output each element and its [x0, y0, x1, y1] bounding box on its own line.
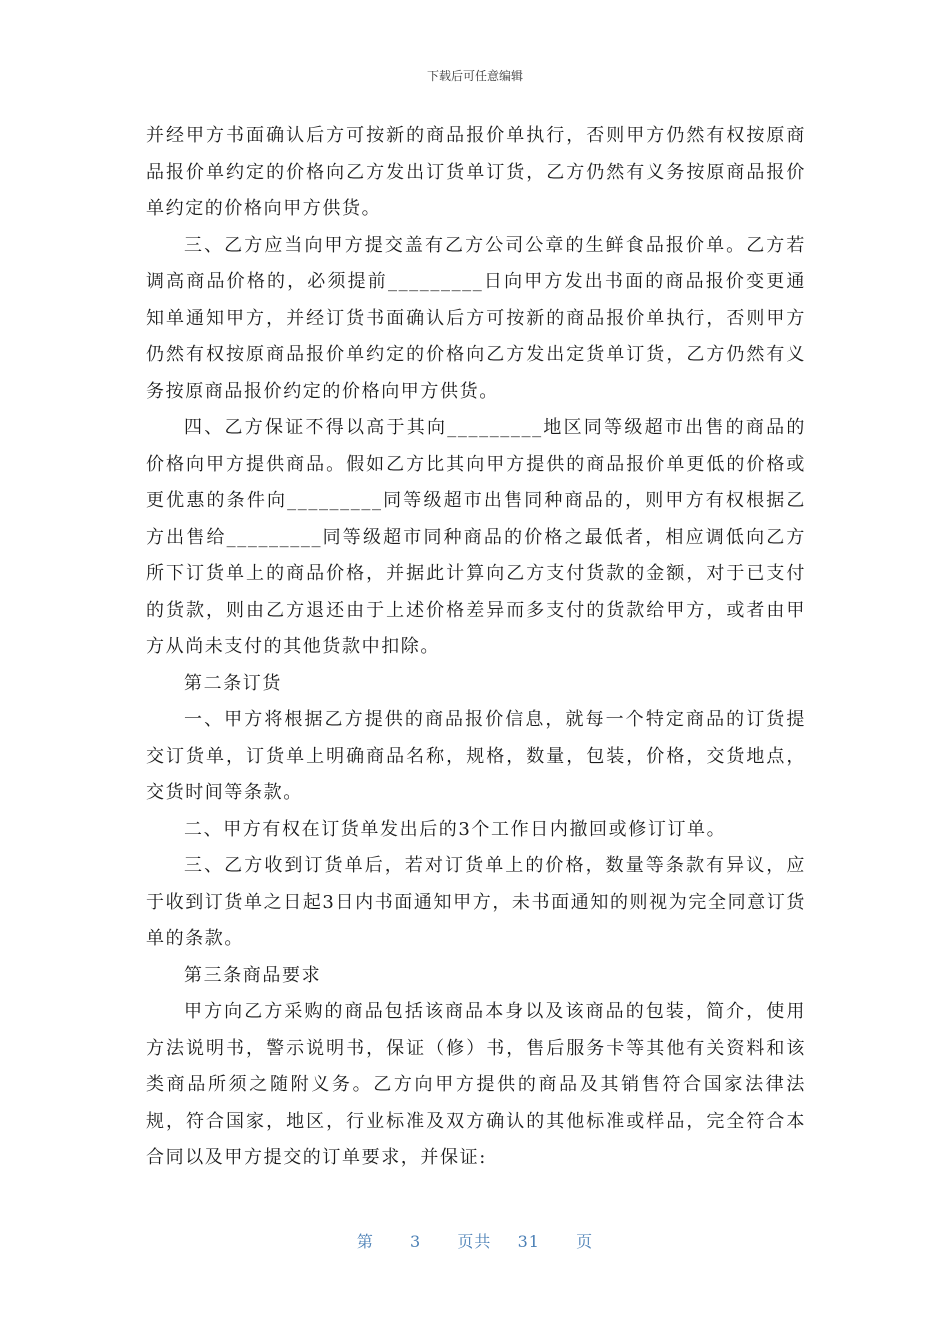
- page-footer: [0, 1229, 950, 1252]
- paragraph-2: 三、乙方应当向甲方提交盖有乙方公司公章的生鲜食品报价单。乙方若调高商品价格的，必须提前_________日向甲方发出书面的商品报价变更通知单通知甲方，并经订货书面确认后方可按新的商品报价单执行，否则甲方仍然有权按原商品报价单约定的价格向乙方发出定货单订货，乙方仍然有义务按原商品报价约定的价格向甲方供货。: [146, 234, 806, 402]
- paragraph-9: 甲方向乙方采购的商品包括该商品本身以及该商品的包装，简介，使用方法说明书，警示说明书，保证（修）书，售后服务卡等其他有关资料和该类商品所须之随附义务。乙方向甲方提供的商品及其销售符合国家法律法规，符合国家，地区，行业标准及双方确认的其他标准或样品，完全符合本合同以及甲方提交的订单要求，并保证:: [146, 1001, 806, 1168]
- paragraph-6: 二、甲方有权在订货单发出后的3个工作日内撤回或修订订单。: [184, 818, 727, 840]
- footer-suffix: 页: [576, 1232, 594, 1251]
- paragraph-5: 一、甲方将根据乙方提供的商品报价信息，就每一个特定商品的订货提交订货单，订货单上明确商品名称，规格，数量，包装，价格，交货地点，交货时间等条款。: [146, 709, 806, 803]
- paragraph-1: 并经甲方书面确认后方可按新的商品报价单执行，否则甲方仍然有权按原商品报价单约定的价格向乙方发出订货单订货，乙方仍然有义务按原商品报价单约定的价格向甲方供货。: [146, 125, 806, 219]
- page-header: 下载后可任意编辑: [426, 69, 523, 83]
- footer-page-number: 3: [410, 1232, 422, 1251]
- section-heading-ordering: 第二条订货: [184, 672, 282, 694]
- paragraph-7: 三、乙方收到订货单后，若对订货单上的价格，数量等条款有异议，应于收到订货单之日起3日内书面通知甲方，未书面通知的则视为完全同意订货单的条款。: [146, 855, 806, 949]
- paragraph-3: 四、乙方保证不得以高于其向_________地区同等级超市出售的商品的价格向甲方提供商品。假如乙方比其向甲方提供的商品报价单更低的价格或更优惠的条件向_________同等级超市出售同种商品的，则甲方有权根据乙方出售给_________同等级超市同种商品的价格之最低者，相应调低向乙方所下订货单上的商品价格，并据此计算向乙方支付货款的金额，对于已支付的货款，则由乙方退还由于上述价格差异而多支付的货款给甲方，或者由甲方从尚未支付的其他货款中扣除。: [146, 417, 806, 657]
- document-body: [146, 118, 806, 1177]
- section-heading-product-requirements: 第三条商品要求: [184, 964, 322, 986]
- footer-prefix: 第: [356, 1232, 374, 1251]
- footer-mid: 页共: [457, 1232, 492, 1251]
- footer-total-pages: 31: [517, 1232, 540, 1251]
